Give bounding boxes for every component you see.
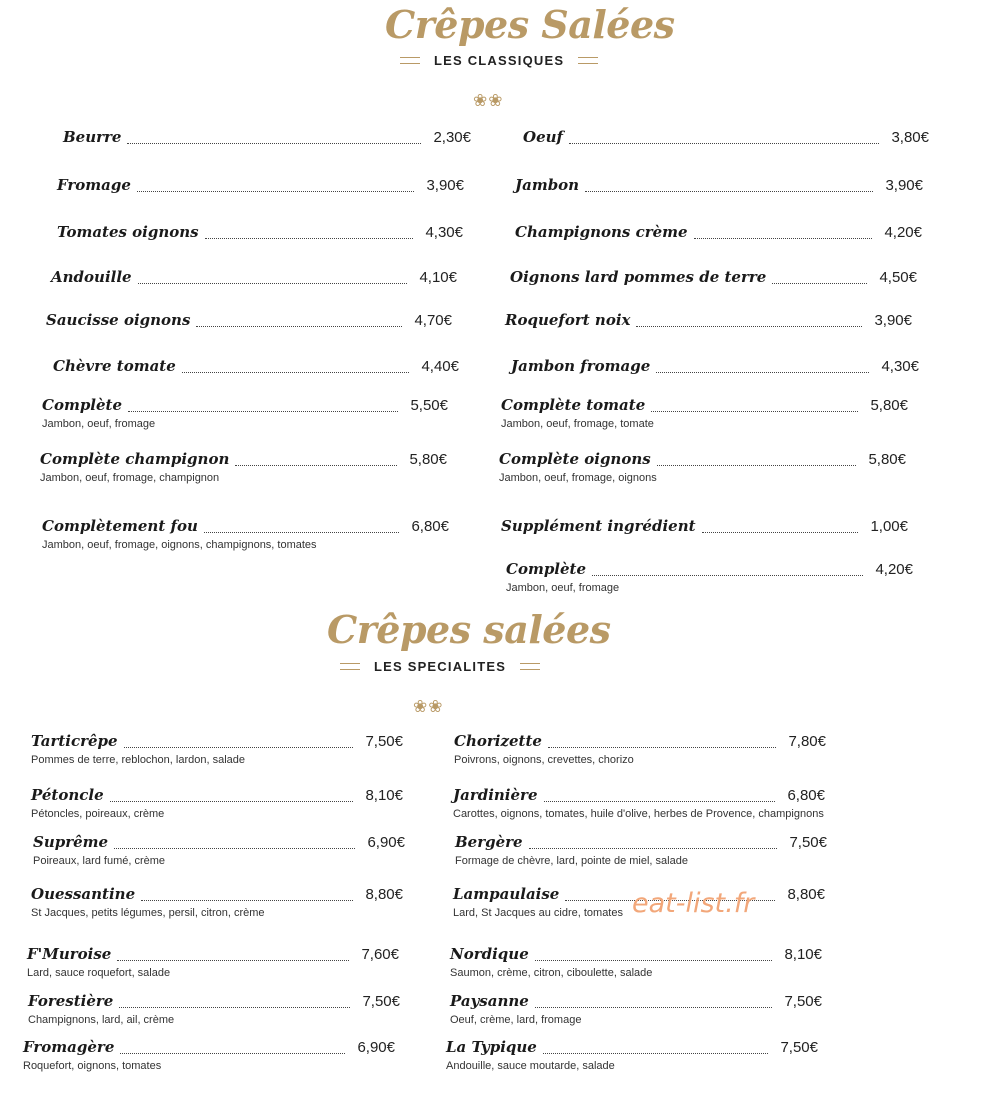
dotted-leader [205, 238, 414, 239]
item-description: Jambon, oeuf, fromage [42, 418, 156, 430]
dotted-leader [702, 532, 859, 533]
item-price: 7,50€ [780, 1039, 818, 1056]
item-price: 4,20€ [884, 224, 922, 241]
item-price: 5,80€ [868, 451, 906, 468]
item-price: 4,40€ [421, 358, 459, 375]
subtitle-rule-left [400, 57, 420, 64]
menu-item-oignons-lard-pommes-de-terre [510, 268, 917, 286]
menu-item-paysanne [450, 992, 822, 1026]
item-price: 3,90€ [874, 312, 912, 329]
menu-item-supreme [33, 833, 405, 867]
item-description: Jambon, oeuf, fromage [506, 582, 620, 594]
item-price: 7,50€ [365, 733, 403, 750]
item-name: Chèvre tomate [53, 357, 176, 375]
menu-item-ouessantine [31, 885, 403, 919]
item-name: Jardinière [453, 786, 538, 804]
menu-item-roquefort-noix [505, 311, 912, 329]
menu-item-la-typique [446, 1038, 818, 1072]
dotted-leader [196, 326, 402, 327]
menu-item-oeuf [523, 128, 929, 146]
dotted-leader [124, 747, 354, 748]
item-price: 4,20€ [875, 561, 913, 578]
dotted-leader [657, 465, 857, 466]
item-price: 6,80€ [411, 518, 449, 535]
item-name: Forestière [28, 992, 114, 1010]
dotted-leader [114, 848, 355, 849]
dotted-leader [543, 1053, 769, 1054]
item-price: 8,10€ [365, 787, 403, 804]
menu-item-andouille [51, 268, 457, 286]
item-price: 6,80€ [787, 787, 825, 804]
item-description: Poireaux, lard fumé, crème [33, 855, 166, 867]
item-name: Complètement fou [42, 517, 198, 535]
dotted-leader [569, 143, 879, 144]
item-name: Complète oignons [499, 450, 651, 468]
section-subtitle-specialites [340, 659, 540, 674]
dotted-leader [128, 411, 398, 412]
dotted-leader [694, 238, 873, 239]
item-name: Jambon fromage [511, 357, 651, 375]
item-name: Champignons crème [515, 223, 688, 241]
item-price: 8,10€ [784, 946, 822, 963]
item-name: Tarticrêpe [31, 732, 118, 750]
item-price: 4,30€ [425, 224, 463, 241]
dotted-leader [636, 326, 862, 327]
menu-item-tomates-oignons [57, 223, 463, 241]
menu-item-jardiniere [453, 786, 825, 820]
dotted-leader [120, 1053, 345, 1054]
menu-item-complete-oignons [499, 450, 906, 484]
item-name: Oignons lard pommes de terre [510, 268, 767, 286]
menu-item-completement-fou [42, 517, 449, 551]
dotted-leader [137, 191, 415, 192]
item-price: 4,30€ [881, 358, 919, 375]
item-name: Supplément ingrédient [501, 517, 696, 535]
item-name: Complète [42, 396, 123, 414]
menu-item-jambon-fromage [511, 357, 919, 375]
dotted-leader [535, 960, 773, 961]
item-description: Lard, sauce roquefort, salade [27, 967, 171, 979]
subtitle-rule-left [340, 663, 360, 670]
dotted-leader [529, 848, 778, 849]
item-name: Pétoncle [31, 786, 104, 804]
item-price: 7,60€ [361, 946, 399, 963]
item-name: Tomates oignons [57, 223, 199, 241]
menu-item-champignons-creme [515, 223, 922, 241]
item-description: Jambon, oeuf, fromage, oignons, champignons, tomates [42, 539, 317, 551]
item-name: Roquefort noix [505, 311, 631, 329]
item-price: 2,30€ [433, 129, 471, 146]
item-price: 7,80€ [788, 733, 826, 750]
item-price: 5,80€ [870, 397, 908, 414]
menu-item-saucisse-oignons [46, 311, 452, 329]
item-description: Poivrons, oignons, crevettes, chorizo [454, 754, 634, 766]
item-description: Jambon, oeuf, fromage, champignon [40, 472, 220, 484]
item-description: St Jacques, petits légumes, persil, citron, crème [31, 907, 265, 919]
section-title-classiques: Crêpes Salées [385, 2, 675, 47]
dotted-leader [141, 900, 353, 901]
dotted-leader [235, 465, 397, 466]
ornament-flower-icon: ❀❀ [473, 91, 504, 111]
item-price: 1,00€ [870, 518, 908, 535]
item-name: Fromage [57, 176, 131, 194]
item-price: 4,70€ [414, 312, 452, 329]
ornament-flower-icon: ❀❀ [413, 697, 444, 717]
item-price: 4,50€ [879, 269, 917, 286]
item-description: Pétoncles, poireaux, crème [31, 808, 165, 820]
item-price: 3,90€ [426, 177, 464, 194]
item-name: Complète champignon [40, 450, 230, 468]
dotted-leader [548, 747, 777, 748]
item-price: 7,50€ [362, 993, 400, 1010]
item-name: La Typique [446, 1038, 537, 1056]
menu-item-bergere [455, 833, 827, 867]
item-price: 8,80€ [365, 886, 403, 903]
dotted-leader [544, 801, 776, 802]
item-name: Beurre [63, 128, 122, 146]
item-name: Ouessantine [31, 885, 136, 903]
item-price: 6,90€ [357, 1039, 395, 1056]
item-price: 6,90€ [367, 834, 405, 851]
menu-item-nordique [450, 945, 822, 979]
menu-item-forestiere [28, 992, 400, 1026]
watermark: eat-list.fr [632, 888, 755, 919]
item-name: Suprême [33, 833, 109, 851]
item-name: Jambon [515, 176, 580, 194]
item-price: 3,80€ [891, 129, 929, 146]
item-price: 7,50€ [789, 834, 827, 851]
section-title-specialites: Crêpes salées [327, 607, 611, 652]
item-description: Champignons, lard, ail, crème [28, 1014, 175, 1026]
item-description: Carottes, oignons, tomates, huile d'olive, herbes de Provence, champignons [453, 808, 824, 820]
item-name: F'Muroise [27, 945, 112, 963]
item-price: 5,50€ [410, 397, 448, 414]
item-description: Oeuf, crème, lard, fromage [450, 1014, 582, 1026]
dotted-leader [585, 191, 873, 192]
item-price: 4,10€ [419, 269, 457, 286]
menu-item-supplement-ingredient [501, 517, 908, 535]
menu-item-complete [42, 396, 448, 430]
menu-item-chevre-tomate [53, 357, 459, 375]
item-name: Nordique [450, 945, 529, 963]
section-subtitle-classiques [400, 53, 598, 68]
subtitle-label: LES SPECIALITES [374, 659, 507, 674]
menu-item-complete-supplement [506, 560, 913, 594]
item-price: 7,50€ [784, 993, 822, 1010]
dotted-leader [110, 801, 354, 802]
dotted-leader [127, 143, 421, 144]
menu-item-beurre [63, 128, 471, 146]
item-description: Jambon, oeuf, fromage, oignons [499, 472, 657, 484]
item-price: 5,80€ [409, 451, 447, 468]
menu-item-fromage [57, 176, 464, 194]
item-name: Fromagère [23, 1038, 115, 1056]
dotted-leader [204, 532, 400, 533]
item-name: Saucisse oignons [46, 311, 191, 329]
dotted-leader [592, 575, 863, 576]
subtitle-rule-right [520, 663, 540, 670]
item-name: Paysanne [450, 992, 529, 1010]
item-name: Bergère [455, 833, 523, 851]
dotted-leader [535, 1007, 773, 1008]
menu-item-fromagere [23, 1038, 395, 1072]
item-name: Complète [506, 560, 587, 578]
menu-item-complete-tomate [501, 396, 908, 430]
menu-item-tarticrepe [31, 732, 403, 766]
menu-item-complete-champignon [40, 450, 447, 484]
menu-item-chorizette [454, 732, 826, 766]
item-description: Jambon, oeuf, fromage, tomate [501, 418, 654, 430]
menu-item-petoncle [31, 786, 403, 820]
item-price: 3,90€ [885, 177, 923, 194]
subtitle-label: LES CLASSIQUES [434, 53, 565, 68]
dotted-leader [138, 283, 408, 284]
item-description: Pommes de terre, reblochon, lardon, salade [31, 754, 246, 766]
item-name: Chorizette [454, 732, 542, 750]
menu-item-fmuroise [27, 945, 399, 979]
item-name: Complète tomate [501, 396, 646, 414]
dotted-leader [656, 372, 869, 373]
item-name: Oeuf [523, 128, 563, 146]
subtitle-rule-right [578, 57, 598, 64]
dotted-leader [119, 1007, 350, 1008]
item-description: Saumon, crème, citron, ciboulette, salade [450, 967, 653, 979]
item-price: 8,80€ [787, 886, 825, 903]
dotted-leader [651, 411, 858, 412]
dotted-leader [117, 960, 349, 961]
item-name: Andouille [51, 268, 132, 286]
item-description: Roquefort, oignons, tomates [23, 1060, 162, 1072]
dotted-leader [182, 372, 410, 373]
dotted-leader [772, 283, 867, 284]
item-description: Formage de chèvre, lard, pointe de miel, salade [455, 855, 688, 867]
item-name: Lampaulaise [453, 885, 560, 903]
menu-item-jambon [515, 176, 923, 194]
item-description: Andouille, sauce moutarde, salade [446, 1060, 615, 1072]
item-description: Lard, St Jacques au cidre, tomates [453, 907, 623, 919]
